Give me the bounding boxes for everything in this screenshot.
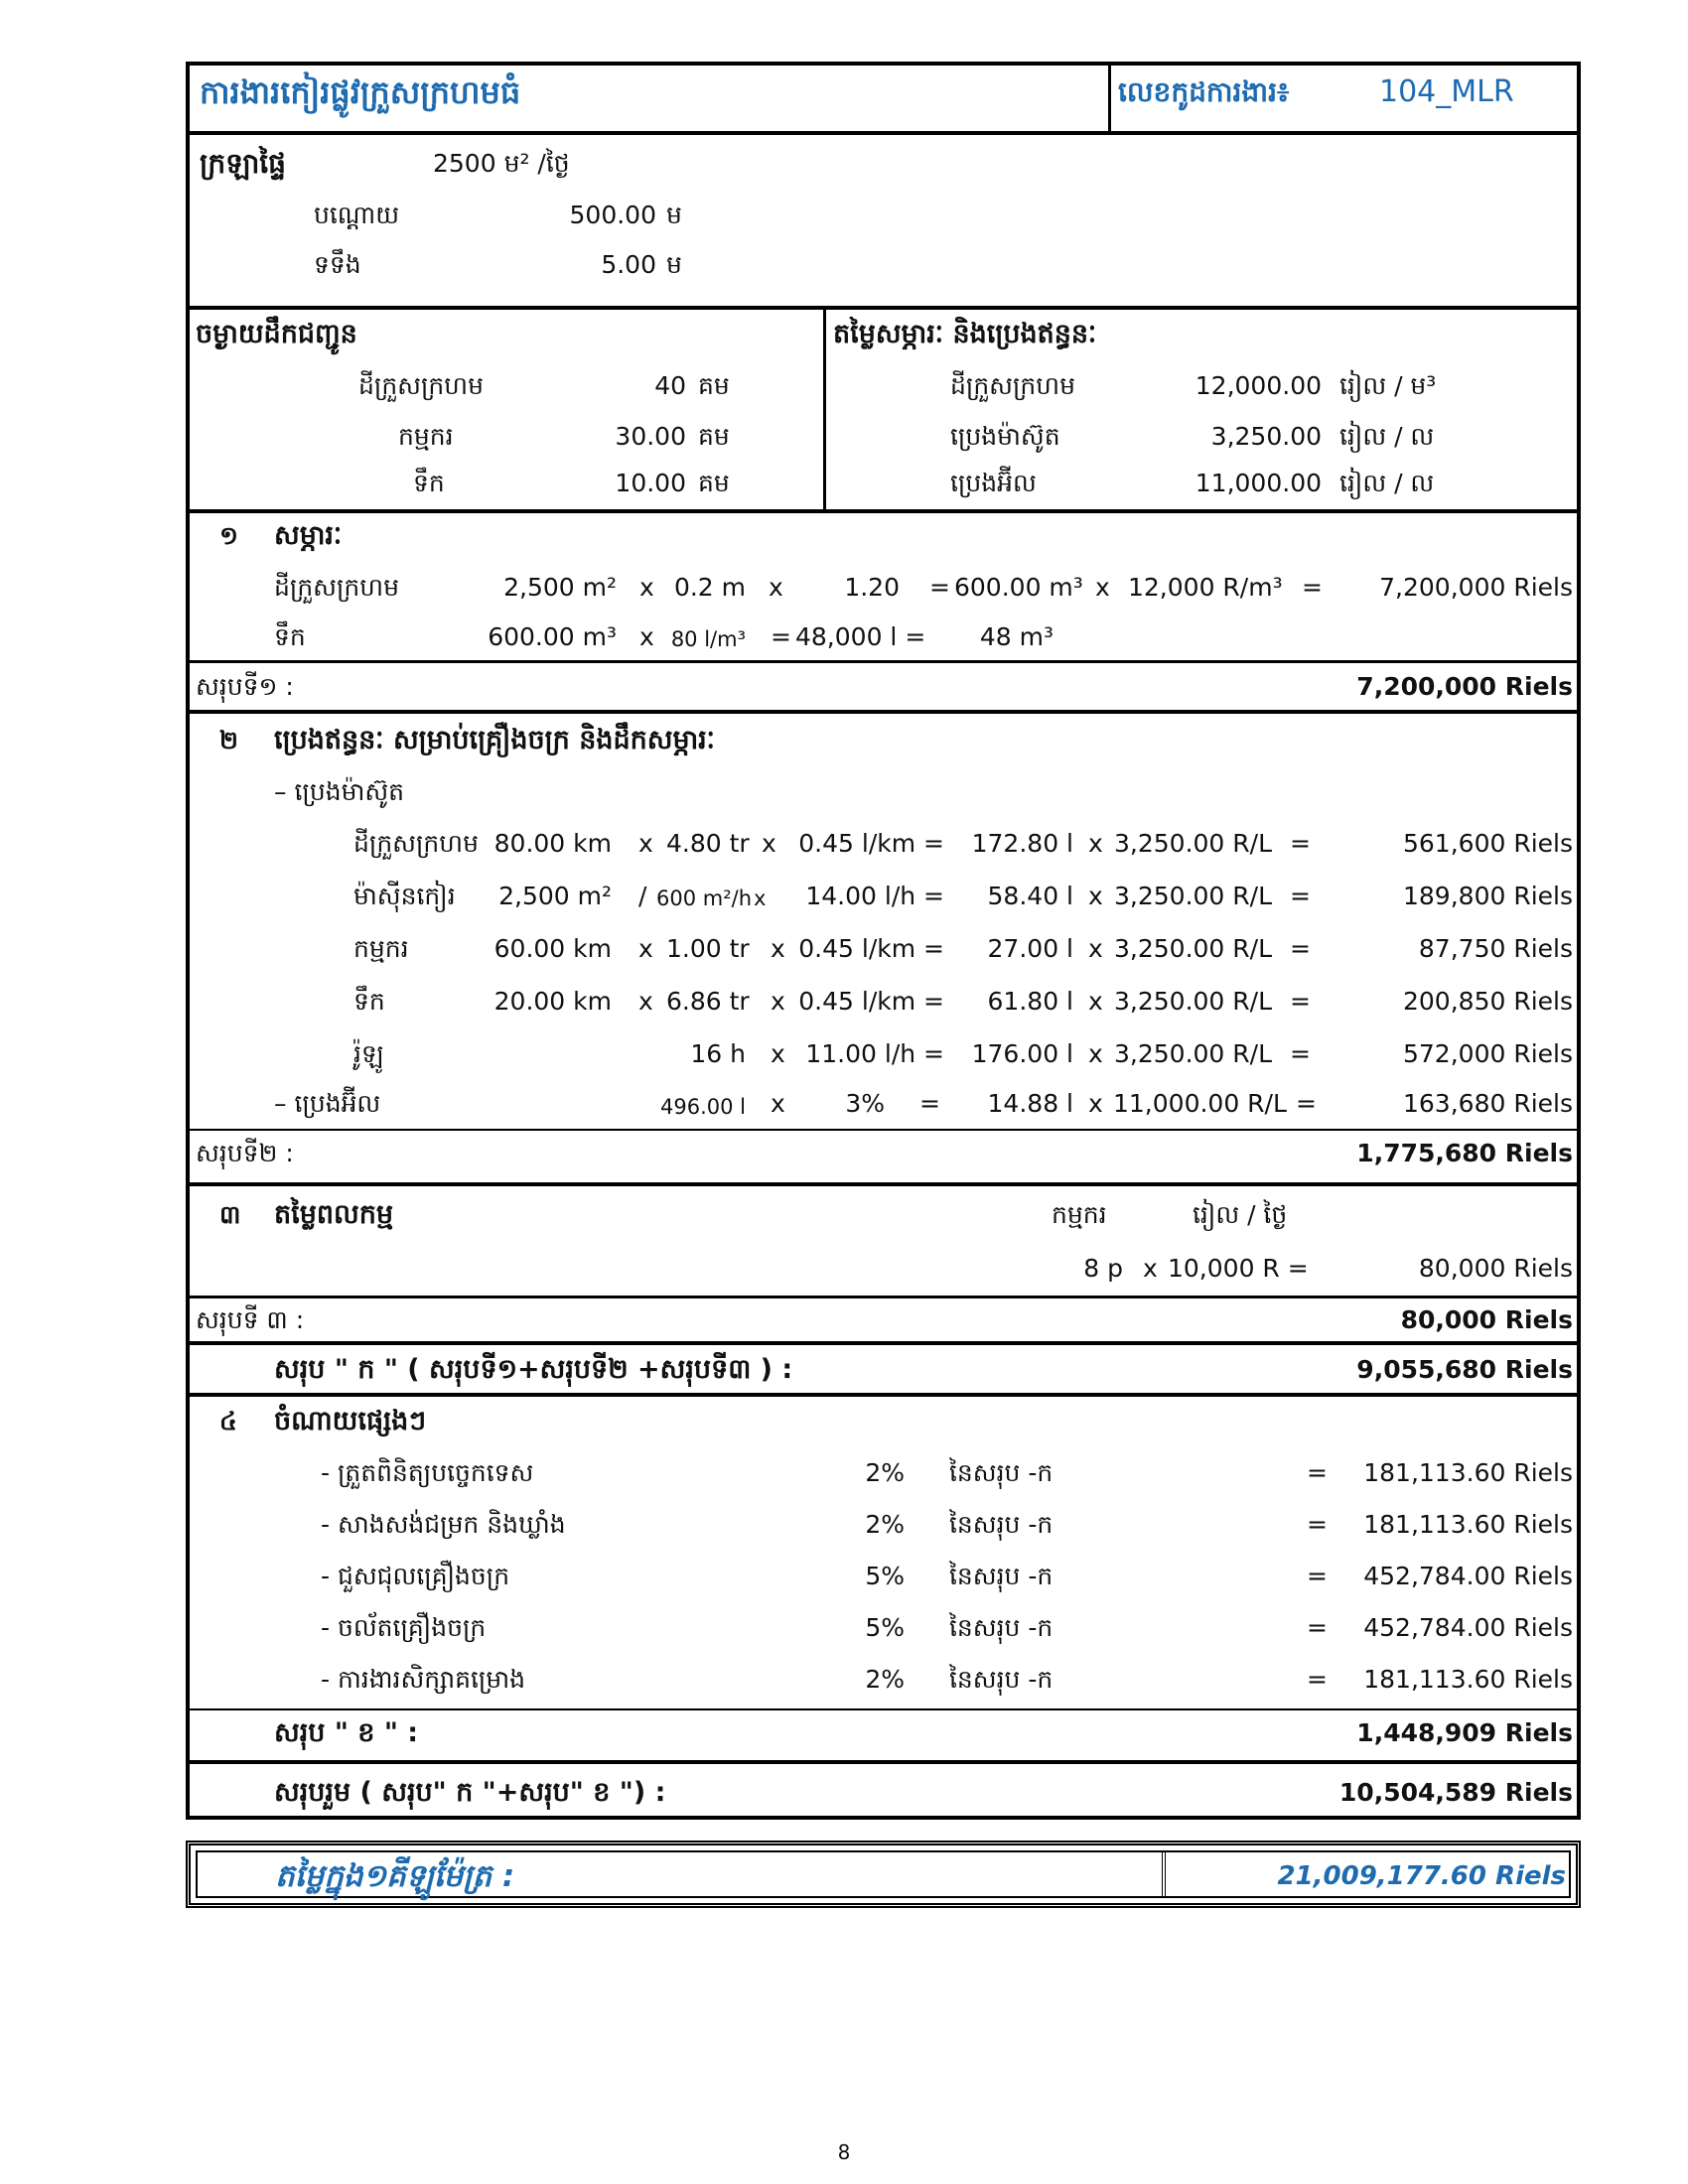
material-quantity: 2,500 m² (503, 573, 617, 602)
total-b-value: 1,448,909 Riels (1356, 1718, 1573, 1747)
other-cost-label: - ចល័តគ្រឿងចក្រ (321, 1613, 487, 1642)
cost-sheet (186, 62, 1581, 1894)
operator: = (1307, 1665, 1328, 1694)
distance-price-divider (823, 310, 826, 509)
distance-row-value: 10.00 (615, 469, 686, 497)
material-unit-price: 12,000 R/m³ (1128, 573, 1283, 602)
other-cost-of: នៃសរុប -ក (949, 1613, 1054, 1642)
price-row-value: 12,000.00 (1195, 371, 1322, 400)
operator: x (1143, 1254, 1158, 1283)
fuel-liters: 27.00 l (987, 934, 1073, 963)
fuel-total: 200,850 Riels (1403, 987, 1573, 1016)
fuel-price: 3,250.00 R/L (1114, 1039, 1272, 1068)
per-km-box (186, 1841, 1581, 1908)
operator: x (769, 573, 783, 602)
other-cost-of: នៃសរុប -ក (949, 1562, 1054, 1590)
subtotal-value: 80,000 Riels (1400, 1305, 1573, 1334)
divider (190, 660, 1577, 663)
labor-rate: 10,000 R = (1168, 1254, 1309, 1283)
other-cost-total: 452,784.00 Riels (1363, 1562, 1573, 1590)
fuel-distance: 20.00 km (493, 987, 612, 1016)
operator: = (1290, 1039, 1311, 1068)
length-label: បណ្ដោយ (314, 201, 400, 229)
fuel-hours: 16 h (690, 1039, 746, 1068)
price-row-label: ប្រេងម៉ាស៊ូត (950, 422, 1060, 451)
total-b-section (186, 1708, 1581, 1760)
price-row-unit: រៀល / ល (1339, 422, 1435, 451)
width-label: ទទឹង (314, 250, 361, 279)
subtotal-value: 7,200,000 Riels (1356, 672, 1573, 701)
price-row-label: ដីក្រួសក្រហម (950, 371, 1075, 400)
total-a-section (186, 1341, 1581, 1393)
other-cost-of: នៃសរុប -ក (949, 1665, 1054, 1694)
distance-row-unit: គម (698, 469, 730, 497)
price-row-label: ប្រេងអ៊ីល (950, 469, 1037, 497)
work-title: ការងារកៀរផ្លូវក្រួសក្រហមធំ (200, 73, 521, 111)
section-number: ១ (219, 521, 238, 550)
oil-liters: 14.88 l (987, 1089, 1073, 1118)
operator: x (638, 987, 653, 1016)
operator: = (1290, 882, 1311, 910)
price-row-value: 11,000.00 (1195, 469, 1322, 497)
material-volume: 600.00 m³ (954, 573, 1083, 602)
distance-row-label: កម្មករ (398, 422, 454, 451)
grand-total-value: 10,504,589 Riels (1338, 1778, 1573, 1807)
other-cost-label: - ការងារសិក្សាគម្រោង (321, 1665, 526, 1694)
other-cost-total: 181,113.60 Riels (1363, 1665, 1573, 1694)
fuel-price: 3,250.00 R/L (1114, 882, 1272, 910)
fuel-row-label: ម៉ាស៊ីនកៀរ (353, 882, 456, 910)
water-ratio: 80 l/m³ (670, 627, 746, 651)
fuel-rate: 14.00 l/h = (805, 882, 944, 910)
subtotal-label: សរុបទី ៣ : (196, 1305, 305, 1334)
fuel-liters: 176.00 l (971, 1039, 1073, 1068)
fuel-total: 87,750 Riels (1418, 934, 1573, 963)
section-title: ចំណាយផ្សេងៗ (274, 1406, 427, 1436)
other-costs-section (186, 1393, 1581, 1708)
total-b-label: សរុប " ខ " : (274, 1717, 419, 1748)
page-number: 8 (837, 2140, 851, 2164)
distance-title: ចម្ងាយដឹកជញ្ជូន (196, 319, 357, 349)
material-factor: 1.20 (844, 573, 900, 602)
width-value: 5.00 (601, 250, 656, 279)
fuel-liters: 58.40 l (987, 882, 1073, 910)
per-km-divider (1162, 1850, 1166, 1898)
productivity-value: 2500 ម² /ថ្ងៃ (433, 149, 570, 178)
price-row-value: 3,250.00 (1210, 422, 1322, 451)
other-cost-label: - ត្រួតពិនិត្យបច្ចេកទេស (321, 1458, 534, 1487)
fuel-rate: 0.45 l/km = (798, 987, 944, 1016)
other-cost-label: - ជួសជុលគ្រឿងចក្រ (321, 1562, 510, 1590)
other-cost-percent: 2% (865, 1458, 905, 1487)
operator: = (1290, 987, 1311, 1016)
fuel-liters: 172.80 l (971, 829, 1073, 858)
fuel-row-label: ទឹក (353, 987, 385, 1016)
diesel-label: – ប្រេងម៉ាស៊ូត (274, 777, 405, 806)
total-a-value: 9,055,680 Riels (1356, 1355, 1573, 1384)
operator: x (754, 887, 767, 910)
oil-price: 11,000.00 R/L (1113, 1089, 1287, 1118)
grand-total-label: សរុបរួម ( សរុប" ក "+សរុប" ខ ") : (274, 1777, 666, 1808)
section-number: ៤ (219, 1407, 237, 1435)
materials-section (186, 509, 1581, 710)
distance-row-value: 40 (654, 371, 686, 400)
header-divider (1108, 66, 1111, 131)
subtotal-value: 1,775,680 Riels (1356, 1139, 1573, 1167)
operator: x (1088, 829, 1103, 858)
water-m3: 48 m³ (979, 622, 1054, 651)
section-title: តម្លៃពលកម្ម (274, 1199, 393, 1230)
fuel-distance: 80.00 km (493, 829, 612, 858)
labor-workers: 8 p (1083, 1254, 1123, 1283)
other-cost-of: នៃសរុប -ក (949, 1458, 1054, 1487)
operator: x (639, 573, 654, 602)
other-cost-percent: 5% (865, 1613, 905, 1642)
oil-total: 163,680 Riels (1403, 1089, 1573, 1118)
grand-total-section (186, 1760, 1581, 1820)
total-a-label: សរុប " ក " ( សរុបទី១+សរុបទី២ +សរុបទី៣ ) : (274, 1354, 793, 1385)
price-row-unit: រៀល / ល (1339, 469, 1435, 497)
productivity-label: ក្រឡាផ្ទៃ (200, 147, 286, 180)
divider (190, 1296, 1577, 1298)
per-km-value: 21,009,177.60 Riels (1277, 1861, 1566, 1891)
fuel-total: 189,800 Riels (1403, 882, 1573, 910)
other-cost-percent: 2% (865, 1665, 905, 1694)
material-total: 7,200,000 Riels (1379, 573, 1573, 602)
water-liters: 48,000 l = (795, 622, 926, 651)
operator: = (1307, 1458, 1328, 1487)
fuel-rate: 0.45 l/km = (798, 829, 944, 858)
fuel-output: 600 m²/h (656, 887, 753, 910)
other-cost-label: - សាងសង់ជម្រក និងឃ្លាំង (321, 1510, 566, 1539)
operator: = (1307, 1562, 1328, 1590)
operator: x (639, 622, 654, 651)
oil-base: 496.00 l (660, 1095, 746, 1119)
length-value: 500.00 (569, 201, 656, 229)
header-section (186, 62, 1581, 131)
operator: = (1307, 1613, 1328, 1642)
other-cost-of: នៃសរុប -ក (949, 1510, 1054, 1539)
labor-section (186, 1182, 1581, 1341)
operator: x (762, 829, 776, 858)
operator: = (1307, 1510, 1328, 1539)
fuel-area: 2,500 m² (498, 882, 612, 910)
fuel-rate: 0.45 l/km = (798, 934, 944, 963)
other-cost-percent: 5% (865, 1562, 905, 1590)
subtotal-label: សរុបទី២ : (196, 1139, 294, 1167)
fuel-distance: 60.00 km (493, 934, 612, 963)
fuel-price: 3,250.00 R/L (1114, 934, 1272, 963)
operator: = (1302, 573, 1323, 602)
per-km-label: តម្លៃក្នុង១គីឡូម៉ែត្រ : (275, 1858, 515, 1894)
operator: x (771, 934, 785, 963)
fuel-trips: 4.80 tr (666, 829, 750, 858)
material-label: ទឹក (274, 622, 306, 651)
operator: x (1088, 882, 1103, 910)
work-code: 104_MLR (1379, 74, 1514, 109)
other-cost-total: 181,113.60 Riels (1363, 1458, 1573, 1487)
operator: = (1290, 934, 1311, 963)
fuel-row-label: កម្មករ (353, 934, 409, 963)
fuel-row-label: រ៉ូឡូ (353, 1039, 384, 1068)
operator: x (1088, 987, 1103, 1016)
labor-col-workers: កម្មករ (1052, 1200, 1107, 1229)
operator: = (929, 573, 950, 602)
operator: x (1088, 1089, 1103, 1118)
productivity-section (186, 131, 1581, 306)
price-row-unit: រៀល / ម³ (1339, 371, 1437, 400)
fuel-rate: 11.00 l/h = (805, 1039, 944, 1068)
operator: x (771, 987, 785, 1016)
operator: = (1296, 1089, 1317, 1118)
work-code-label: លេខកូដការងារ៖ (1118, 75, 1290, 108)
operator: = (1290, 829, 1311, 858)
width-unit: ម (666, 250, 682, 279)
section-number: ៣ (219, 1200, 241, 1229)
operator: x (1088, 1039, 1103, 1068)
distance-row-unit: គម (698, 422, 730, 451)
subtotal-label: សរុបទី១ : (196, 672, 294, 701)
distance-row-value: 30.00 (615, 422, 686, 451)
operator: = (919, 1089, 940, 1118)
section-title: ប្រេងឥន្ធនៈ សម្រាប់គ្រឿងចក្រ និងដឹកសម្ភារៈ (274, 725, 715, 755)
other-cost-percent: 2% (865, 1510, 905, 1539)
divider (190, 1129, 1577, 1131)
operator: / (638, 882, 647, 910)
operator: = (771, 622, 791, 651)
fuel-row-label: ដីក្រួសក្រហម (353, 829, 479, 858)
section-title: សម្ភារៈ (274, 520, 343, 551)
operator: x (1095, 573, 1110, 602)
fuel-trips: 6.86 tr (666, 987, 750, 1016)
material-label: ដីក្រួសក្រហម (274, 573, 399, 602)
oil-percent: 3% (845, 1089, 885, 1118)
fuel-price: 3,250.00 R/L (1114, 987, 1272, 1016)
operator: x (638, 829, 653, 858)
fuel-section (186, 710, 1581, 1182)
fuel-total: 561,600 Riels (1403, 829, 1573, 858)
fuel-price: 3,250.00 R/L (1114, 829, 1272, 858)
other-cost-total: 452,784.00 Riels (1363, 1613, 1573, 1642)
other-cost-total: 181,113.60 Riels (1363, 1510, 1573, 1539)
labor-total: 80,000 Riels (1418, 1254, 1573, 1283)
operator: x (771, 1039, 785, 1068)
water-volume: 600.00 m³ (488, 622, 617, 651)
section-number: ២ (219, 726, 238, 754)
distance-row-label: ទឹក (413, 469, 445, 497)
operator: x (771, 1089, 785, 1118)
distance-price-section (186, 306, 1581, 509)
operator: x (1088, 934, 1103, 963)
fuel-total: 572,000 Riels (1403, 1039, 1573, 1068)
material-thickness: 0.2 m (673, 573, 746, 602)
distance-row-unit: គម (698, 371, 730, 400)
prices-title: តម្លៃសម្ភារៈ និងប្រេងឥន្ធនៈ (833, 319, 1097, 349)
operator: x (638, 934, 653, 963)
labor-col-rate: រៀល / ថ្ងៃ (1193, 1200, 1288, 1229)
oil-label: – ប្រេងអ៊ីល (274, 1089, 381, 1118)
fuel-trips: 1.00 tr (666, 934, 750, 963)
length-unit: ម (666, 201, 682, 229)
distance-row-label: ដីក្រួសក្រហម (358, 371, 484, 400)
fuel-liters: 61.80 l (987, 987, 1073, 1016)
